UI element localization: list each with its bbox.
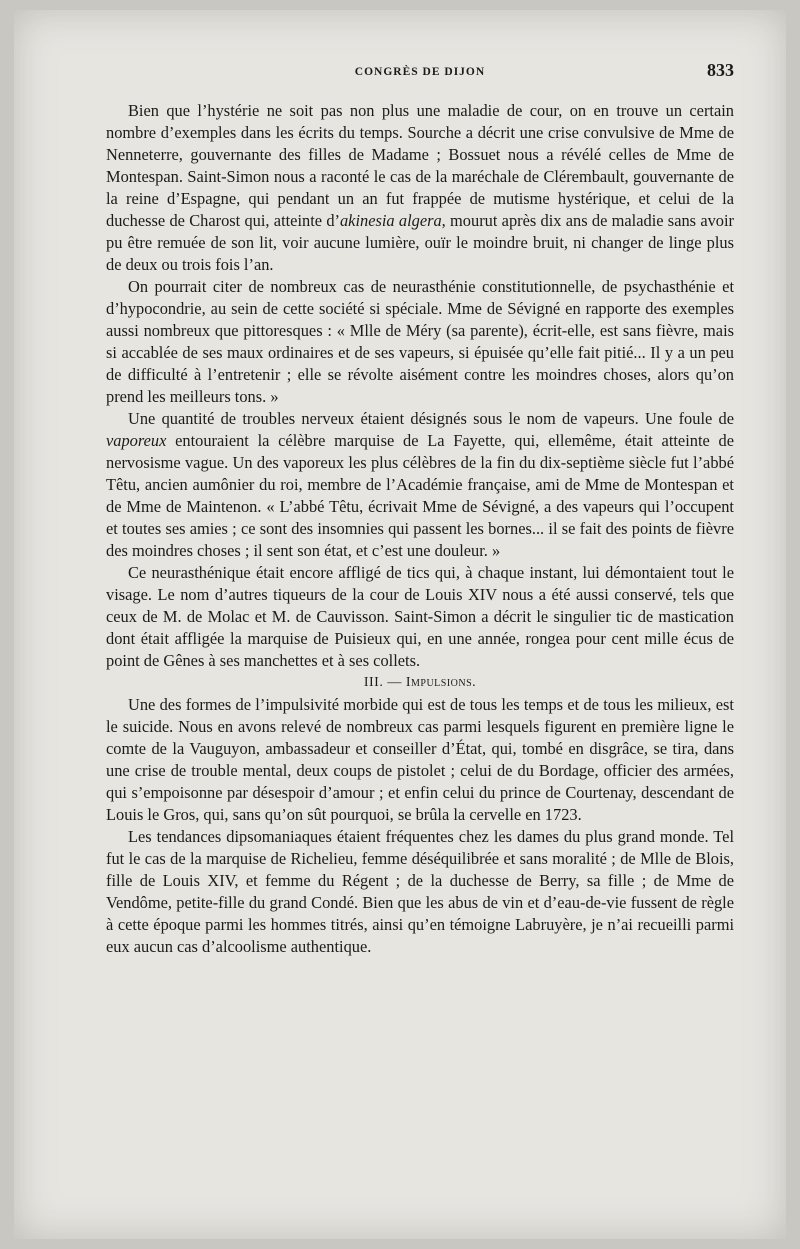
book-page [14, 10, 786, 1239]
paragraph-text: , mourut après dix ans de maladie sans avoir pu être remuée de son lit, voir aucune lumière, ouïr le moindre bruit, ni changer de linge plus de deux ou trois fois l’an. [106, 211, 734, 274]
paragraph-dipsomania: Les tendances dipsomaniaques étaient fréquentes chez les dames du plus grand monde. Tel fut le cas de la marquise de Richelieu, femme déséquilibrée et sans moralité ; de Mlle de Blois, fille de Louis XIV, et femme du Régent ; de la duchesse de Berry, sa fille ; de Mme de Vendôme, petite-fille du grand Condé. Bien que les abus de vin et d’eau-de-vie fussent de règle à cette époque parmi les hommes titrés, ainsi qu’en témoigne Labruyère, je n’ai recueilli parmi eux aucun cas d’alcoolisme authentique. [106, 827, 734, 956]
page-header [106, 58, 734, 84]
paragraph-suicide: Une des formes de l’impulsivité morbide qui est de tous les temps et de tous les milieux, est le suicide. Nous en avons relevé de nombreux cas parmi lesquels figurent en première ligne le comte de la Vauguyon, ambassadeur et conseiller d’État, qui, tombé en disgrâce, se tira, dans une crise de trouble mental, deux coups de pistolet ; celui de du Bordage, officier des armées, qui s’empoisonne par désespoir d’amour ; et enfin celui du prince de Courtenay, descendant de Louis le Gros, qui, sans qu’on sût pourquoi, se brûla la cervelle en 1723. [106, 695, 734, 824]
paragraph-text: Une quantité de troubles nerveux étaient désignés sous le nom de vapeurs. Une foule de [128, 409, 734, 428]
section-number: III. — [363, 675, 402, 690]
page-number: 833 [707, 60, 734, 80]
italic-term: vaporeux [106, 431, 167, 450]
section-heading [106, 672, 734, 694]
paragraph-neurasthenia: On pourrait citer de nombreux cas de neurasthénie constitutionnelle, de psychasthénie et d’hypocondrie, au sein de cette société si spéciale. Mme de Sévigné en rapporte des exemples aussi nombreux que pittoresques : « Mlle de Méry (sa parente), écrit-elle, est sans fièvre, mais si accablée de ses maux ordinaires et de ses vapeurs, si épuisée qu’elle fait pitié... Il y a un peu de difficulté à l’entretenir ; elle se révolte aisément contre les moindres choses, alors qu’on prend les meilleurs tons. » [106, 277, 734, 406]
running-title: CONGRÈS DE DIJON [354, 66, 486, 78]
paragraph-text: entouraient la célèbre marquise de La Fayette, qui, ellemême, était atteinte de nervosisme vague. Un des vaporeux les plus célèbres de la fin du dix-septième siècle fut l’abbé Têtu, ancien aumônier du roi, membre de l’Académie française, ami de Mme de Montespan et de Mme de Maintenon. « L’abbé Têtu, écrivait Mme de Sévigné, a des vapeurs qui l’occupent et toutes ses amies ; ce sont des insomnies qui passent les bornes... il se fait des points de fièvre des moindres choses ; il sent son état, et c’est une douleur. » [106, 431, 734, 560]
paragraph-tics: Ce neurasthénique était encore affligé de tics qui, à chaque instant, lui démontaient tout le visage. Le nom d’autres tiqueurs de la cour de Louis XIV nous a été aussi conservé, tels que ceux de M. de Molac et M. de Cauvisson. Saint-Simon a décrit le singulier tic de mastication dont était affligée la marquise de Puisieux qui, en une année, rongea pour cent mille écus de point de Gênes à ses manchettes et à ses collets. [106, 563, 734, 670]
paragraph-hysteria [106, 100, 734, 276]
paragraph-text: Bien que l’hystérie ne soit pas non plus une maladie de cour, on en trouve un certain nombre d’exemples dans les écrits du temps. Sourche a décrit une crise convulsive de Mme de Nenneterre, gouvernante des filles de Madame ; Bossuet nous a révélé celles de Mme de Montespan. Saint-Simon nous a raconté le cas de la maréchale de Clérembault, gouvernante de la reine d’Espagne, qui pendant un an fut frappée de mutisme hystérique, et celui de la duchesse de Charost qui, atteinte d’ [106, 101, 734, 230]
paragraph-vapeurs [106, 408, 734, 562]
section-title: Impulsions. [405, 675, 477, 690]
page-body [106, 100, 734, 958]
italic-term: akinesia algera [339, 211, 442, 230]
